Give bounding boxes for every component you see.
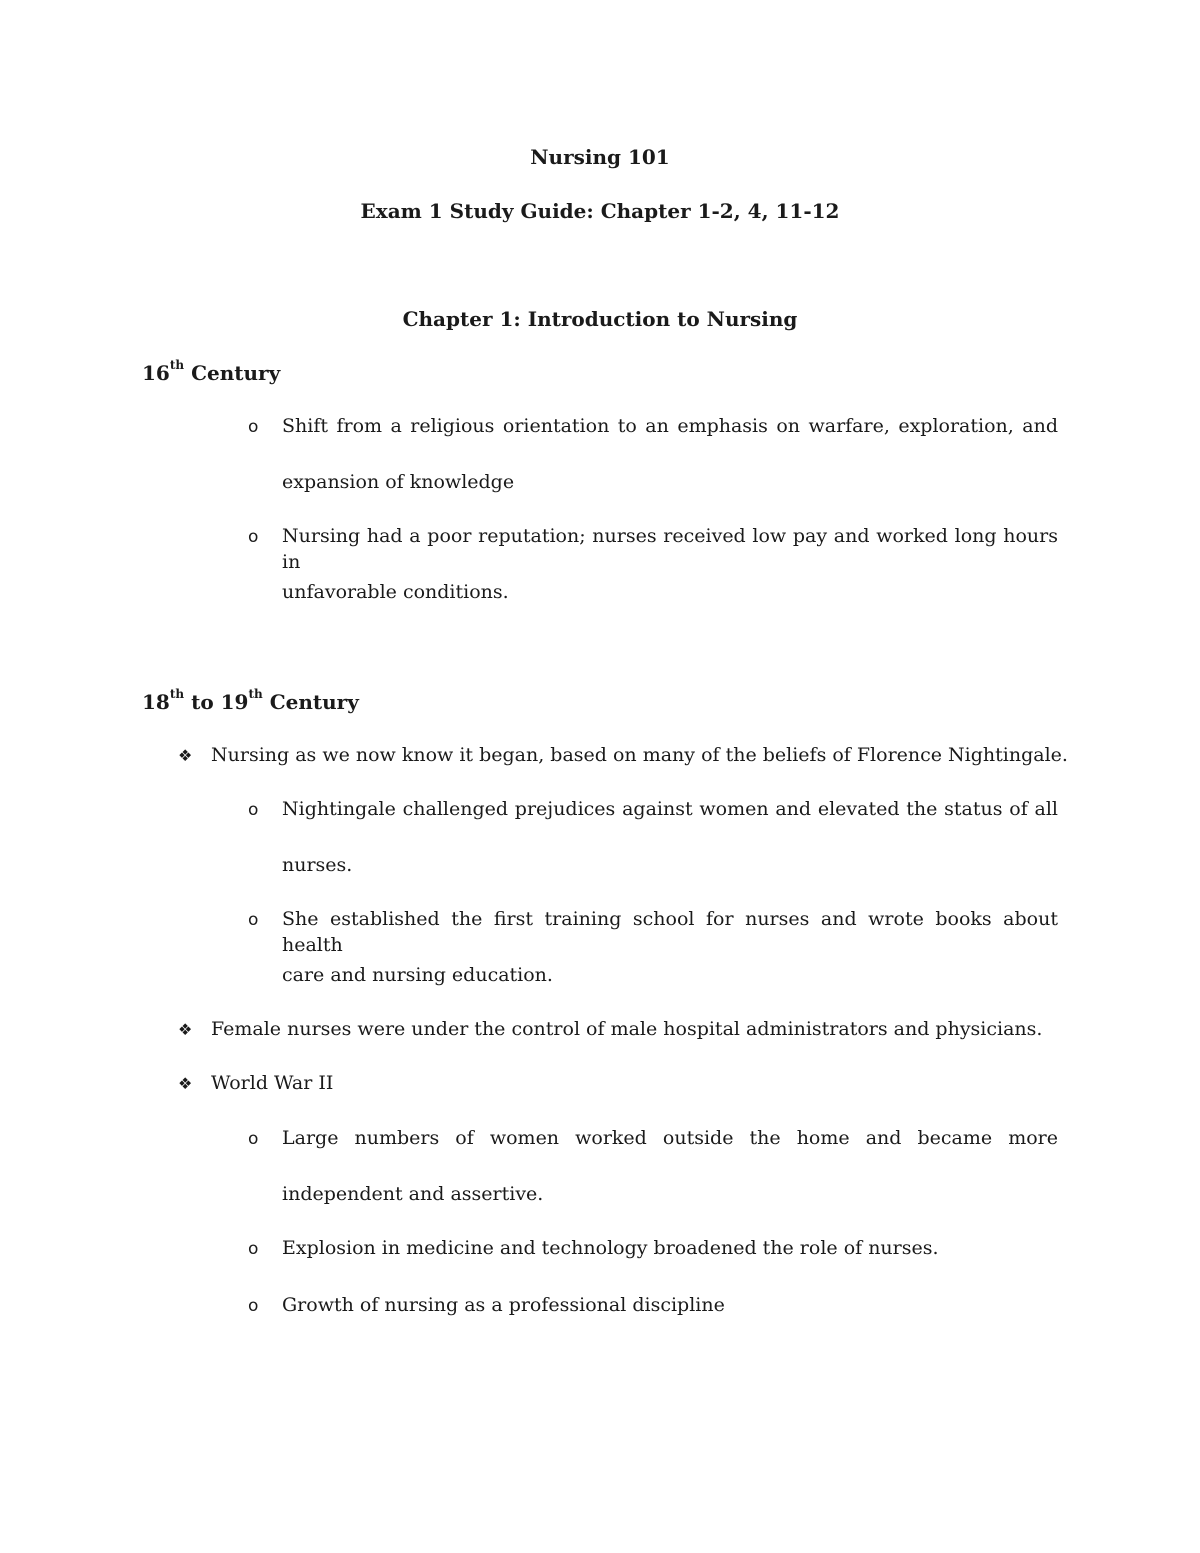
bullet-diamond-icon: ❖	[178, 1074, 193, 1093]
list-item-text: World War II	[211, 1072, 334, 1094]
list-item-text: independent and assertive.	[282, 1183, 544, 1205]
list-item-text: Large numbers of women worked outside the home and became more	[282, 1127, 1058, 1149]
section-heading-16th-century: 16th Century	[142, 358, 281, 385]
bullet-circle-icon: o	[248, 800, 259, 820]
list-item-text: Nursing had a poor reputation; nurses received low pay and worked long hours in	[282, 525, 1058, 573]
list-item-text: expansion of knowledge	[282, 471, 515, 493]
document-subtitle: Exam 1 Study Guide: Chapter 1-2, 4, 11-12	[360, 199, 840, 223]
bullet-diamond-icon: ❖	[178, 746, 193, 765]
list-item-text: Explosion in medicine and technology broadened the role of nurses.	[282, 1237, 939, 1259]
list-item-text: nurses.	[282, 854, 353, 876]
list-item-text: unfavorable conditions.	[282, 581, 509, 603]
document-title: Nursing 101	[530, 145, 670, 169]
list-item-text: She established the first training school for nurses and wrote books about health	[282, 908, 1058, 956]
bullet-circle-icon: o	[248, 1296, 259, 1316]
list-item-text: Growth of nursing as a professional discipline	[282, 1294, 725, 1316]
bullet-circle-icon: o	[248, 1129, 259, 1149]
bullet-circle-icon: o	[248, 417, 259, 437]
list-item-text: Nursing as we now know it began, based on many of the beliefs of Florence Nightingale.	[211, 744, 1068, 766]
bullet-circle-icon: o	[248, 910, 259, 930]
list-item-text: care and nursing education.	[282, 964, 553, 986]
section-heading-18th-to-19th-century: 18th to 19th Century	[142, 687, 359, 714]
list-item-text: Shift from a religious orientation to an emphasis on warfare, exploration, and	[282, 415, 1058, 437]
chapter-title: Chapter 1: Introduction to Nursing	[402, 307, 798, 331]
list-item-text: Nightingale challenged prejudices against women and elevated the status of all	[282, 798, 1058, 820]
list-item-text: Female nurses were under the control of male hospital administrators and physicians.	[211, 1018, 1043, 1040]
bullet-circle-icon: o	[248, 527, 259, 547]
bullet-circle-icon: o	[248, 1239, 259, 1259]
bullet-diamond-icon: ❖	[178, 1020, 193, 1039]
